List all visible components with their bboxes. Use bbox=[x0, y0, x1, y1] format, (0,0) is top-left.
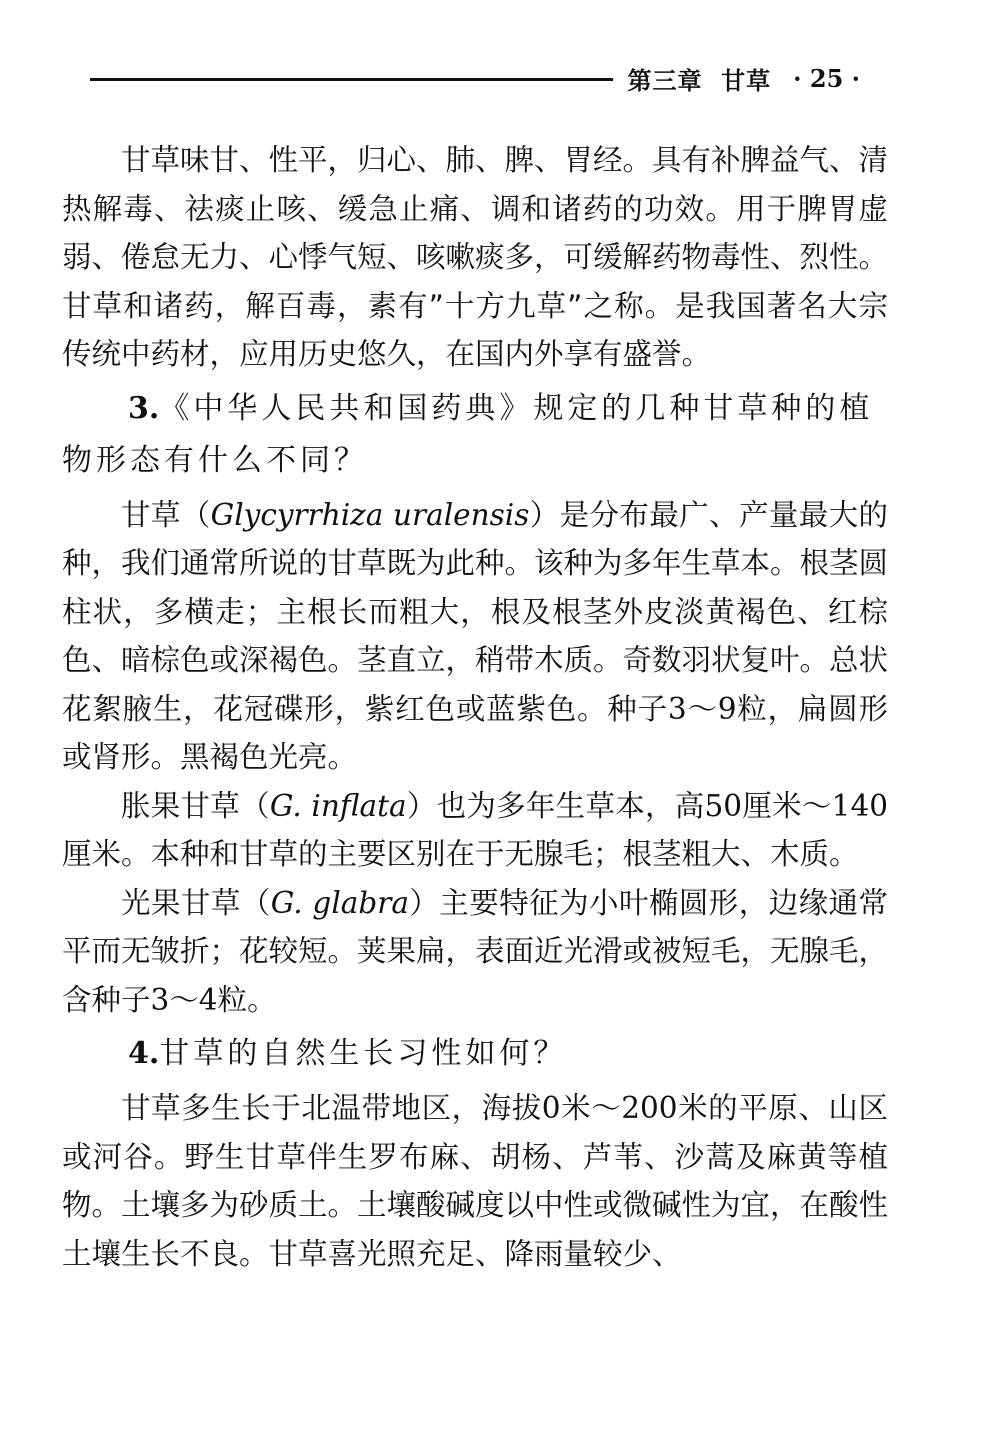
inline-number: 3～4 bbox=[150, 982, 218, 1017]
inline-number: 140 bbox=[831, 788, 888, 823]
chapter-title: 第三章 甘草 bbox=[627, 65, 772, 95]
text-run: 粒。 bbox=[217, 982, 277, 1017]
question-heading bbox=[62, 1028, 888, 1080]
text-run: 胀果甘草（ bbox=[121, 788, 270, 823]
question-text: 甘草的自然生长习性如何？ bbox=[159, 1036, 568, 1071]
paragraph bbox=[62, 1084, 888, 1278]
paragraph bbox=[62, 879, 888, 1025]
text-run: 米～ bbox=[560, 1091, 622, 1125]
question-number: 3. bbox=[128, 390, 160, 426]
text-run: ）是分布最广、产量最大的种，我们通常所说的甘草既为此种。该种为多年生草本。根茎圆柱状，多横走；主根长而粗大，根及根茎外皮淡黄褐色、红棕色、暗棕色或深褐色。茎直立，稍带木质。奇数羽状复叶。总状花絮腋生，花冠碟形，紫红色或蓝紫色。种子 bbox=[62, 497, 889, 726]
header-rule bbox=[90, 78, 613, 81]
text-run: 甘草多生长于北温带地区，海拔 bbox=[121, 1091, 542, 1125]
text-run: 厘米。本种和甘草的主要区别在于无腺毛；根茎粗大、木质。 bbox=[62, 837, 859, 871]
question-heading bbox=[62, 383, 888, 487]
page-number: · 25 · bbox=[793, 63, 860, 93]
body-text bbox=[62, 136, 888, 1278]
paragraph bbox=[62, 491, 888, 782]
text-run: ）主要特征为小叶椭圆形，边缘通常平而无皱折；花较短。荚果扁，表面近光滑或被短毛，无腺毛，含种子 bbox=[62, 885, 889, 1017]
inline-number: 0 bbox=[541, 1091, 561, 1125]
paragraph bbox=[62, 136, 888, 379]
latin-name: Glycyrrhiza uralensis bbox=[210, 497, 530, 532]
text-run: 粒，扁圆形或肾形。黑褐色光亮。 bbox=[62, 691, 888, 774]
inline-number: 3～9 bbox=[667, 691, 737, 726]
text-run: ）也为多年生草本，高 bbox=[406, 788, 705, 823]
latin-name: G. glabra bbox=[270, 885, 409, 920]
question-text: 《中华人民共和国药典》规定的几种甘草种的植物形态有什么不同？ bbox=[62, 390, 874, 478]
text-run: 光果甘草（ bbox=[121, 885, 271, 920]
text-run: 甘草味甘、性平，归心、肺、脾、胃经。具有补脾益气、清热解毒、祛痰止咳、缓急止痛、调和诸药的功效。用于脾胃虚弱、倦怠无力、心悸气短、咳嗽痰多，可缓解药物毒性、烈性。甘草和诸药，解百毒，素有”十方九草”之称。是我国著名大宗传统中药材，应用历史悠久，在国内外享有盛誉。 bbox=[62, 143, 889, 371]
inline-number: 200 bbox=[621, 1091, 678, 1125]
inline-number: 50 bbox=[704, 788, 743, 823]
running-header bbox=[90, 58, 860, 98]
text-run: 甘草（ bbox=[121, 497, 211, 532]
text-run: 米的平原、山区或河谷。野生甘草伴生罗布麻、胡杨、芦苇、沙蒿及麻黄等植物。土壤多为砂质土。土壤酸碱度以中性或微碱性为宜，在酸性土壤生长不良。甘草喜光照充足、降雨量较少、 bbox=[62, 1091, 889, 1271]
latin-name: G. inflata bbox=[269, 788, 407, 823]
question-number: 4. bbox=[128, 1036, 160, 1071]
text-run: 厘米～ bbox=[742, 788, 832, 823]
paragraph bbox=[62, 782, 888, 879]
